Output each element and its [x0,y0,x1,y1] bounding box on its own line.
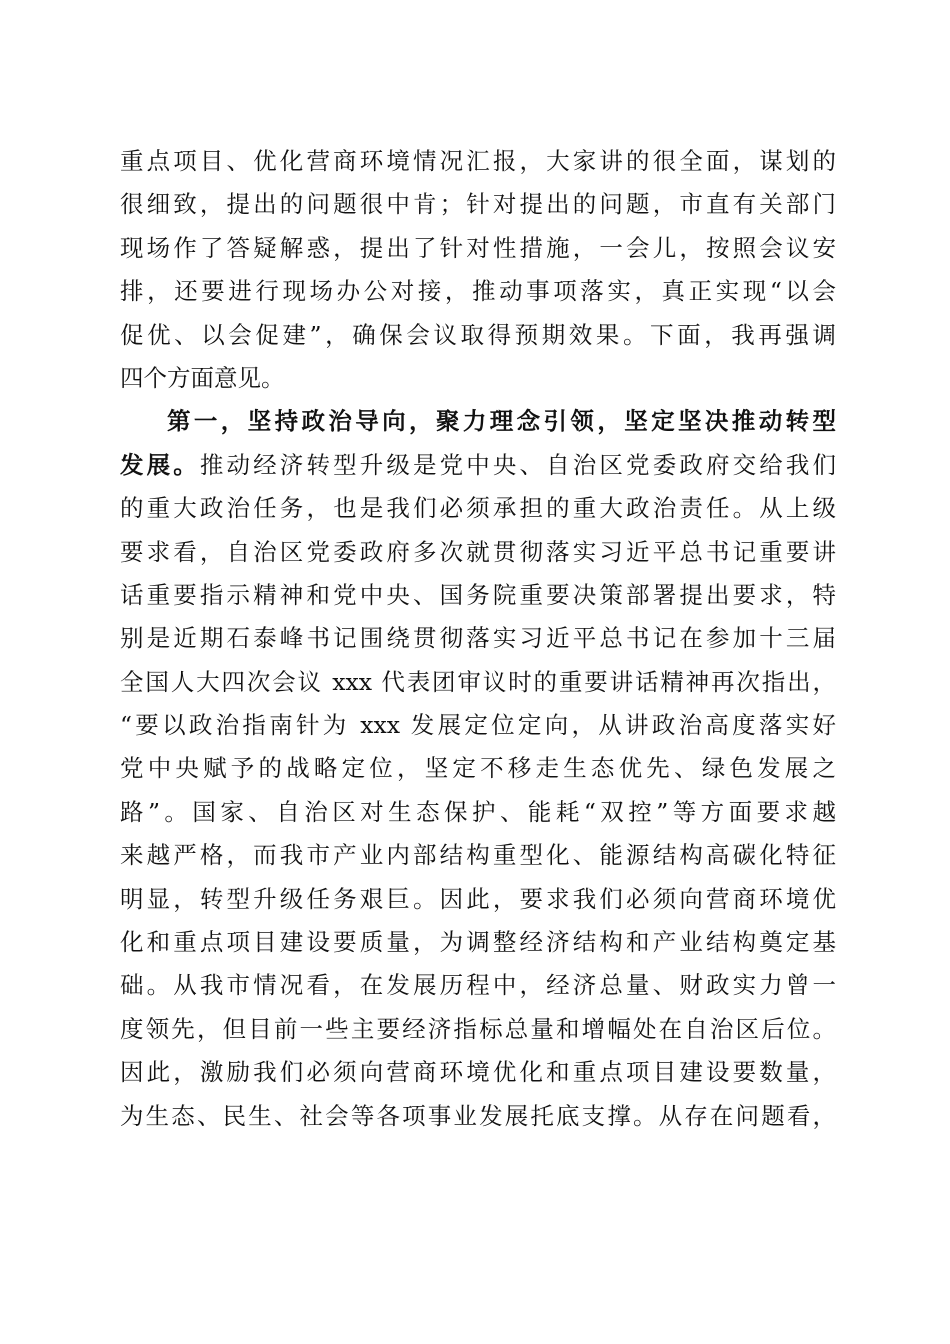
text-line: 排，还要进行现场办公对接，推动事项落实，真正实现“以会 [120,277,836,306]
section-heading-end: 发展。 [120,450,200,479]
document-body [120,140,836,1138]
paragraph-first-point [120,400,836,1138]
text-line: 话重要指示精神和党中央、国务院重要决策部署提出要求，特 [120,580,836,609]
text-line: 四个方面意见。 [120,363,285,392]
text-line: 化和重点项目建设要质量，为调整经济结构和产业结构奠定基 [120,928,836,957]
text-line: 全国人大四次会议 xxx 代表团审议时的重要讲话精神再次指出， [120,667,836,696]
text-line: “要以政治指南针为 xxx 发展定位定向，从讲政治高度落实好 [120,711,836,740]
section-heading: 第一，坚持政治导向，聚力理念引领，坚定坚决推动转型 [167,407,836,436]
text-line: 很细致，提出的问题很中肯；针对提出的问题，市直有关部门 [120,190,836,219]
text-line: 础。从我市情况看，在发展历程中，经济总量、财政实力曾一 [120,971,836,1000]
text-line: 明显，转型升级任务艰巨。因此，要求我们必须向营商环境优 [120,884,836,913]
paragraph-opening-remarks [120,140,836,400]
text-line: 党中央赋予的战略定位，坚定不移走生态优先、绿色发展之 [120,754,836,783]
text-line: 要求看，自治区党委政府多次就贯彻落实习近平总书记重要讲 [120,537,836,566]
text-line: 因此，激励我们必须向营商环境优化和重点项目建设要数量， [120,1058,836,1087]
text-line: 别是近期石泰峰书记围绕贯彻落实习近平总书记在参加十三届 [120,624,836,653]
text-line: 来越严格，而我市产业内部结构重型化、能源结构高碳化特征 [120,841,836,870]
section-heading-line [120,400,836,443]
text-line: 重点项目、优化营商环境情况汇报，大家讲的很全面，谋划的 [120,147,836,175]
text-line: 为生态、民生、社会等各项事业发展托底支撑。从存在问题看， [120,1101,836,1130]
text-line [120,444,836,487]
text-line: 路”。国家、自治区对生态保护、能耗“双控”等方面要求越 [120,797,836,826]
text-line: 促优、以会促建”，确保会议取得预期效果。下面，我再强调 [120,320,836,349]
text-line: 现场作了答疑解惑，提出了针对性措施，一会儿，按照会议安 [120,233,836,262]
text-line: 的重大政治任务，也是我们必须承担的重大政治责任。从上级 [120,494,836,523]
text-line: 度领先，但目前一些主要经济指标总量和增幅处在自治区后位。 [120,1014,836,1043]
text-run: 推动经济转型升级是党中央、自治区党委政府交给我们 [199,450,837,479]
